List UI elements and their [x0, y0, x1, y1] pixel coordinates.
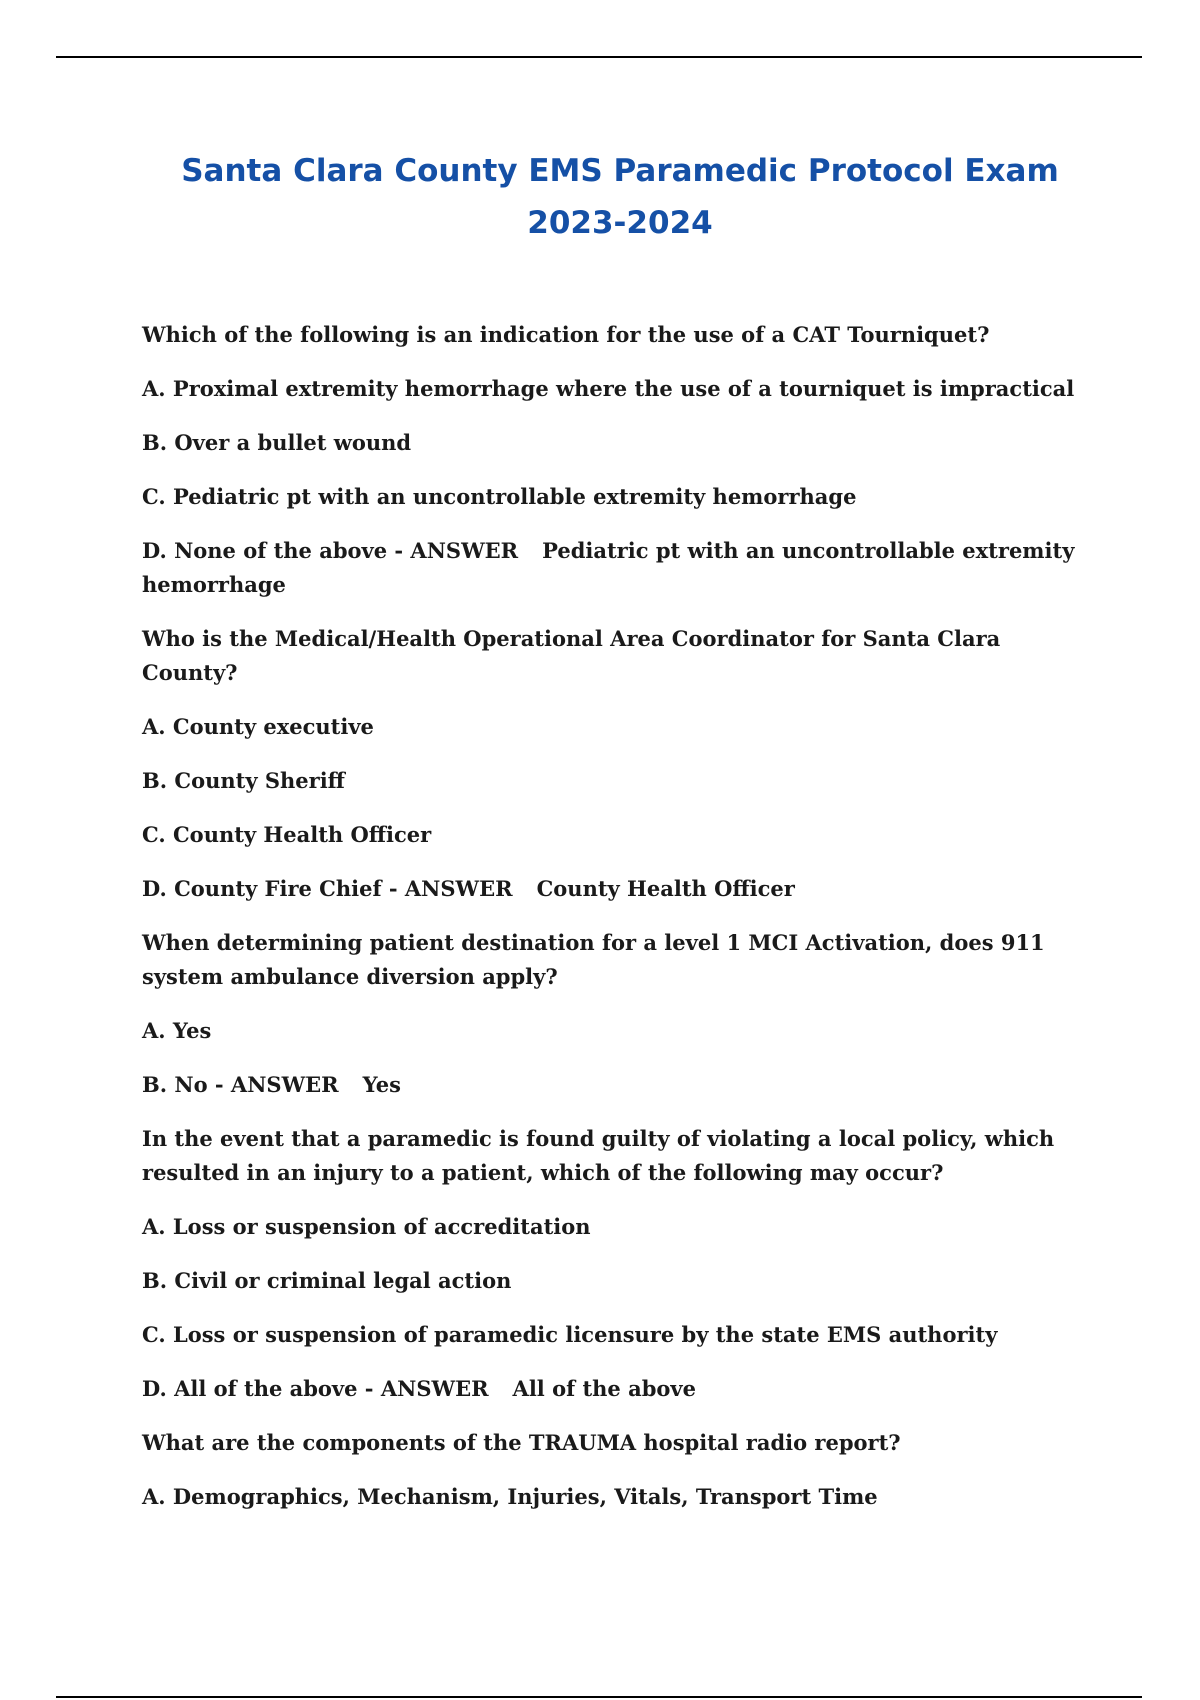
answer-option: B. Civil or criminal legal action: [142, 1268, 512, 1293]
top-divider: [56, 56, 1142, 58]
bottom-divider: [56, 1696, 1142, 1698]
answer-option-final: [142, 534, 1102, 602]
question-text: Which of the following is an indication for the use of a CAT Tourniquet?: [142, 322, 990, 347]
answer-option-final: [142, 872, 1102, 906]
correct-answer: County Health Officer: [536, 876, 795, 901]
answer-option-final: [142, 1372, 1102, 1406]
answer-option: B. Over a bullet wound: [142, 430, 412, 455]
correct-answer: All of the above: [512, 1376, 696, 1401]
answer-option: C. Loss or suspension of paramedic licensure by the state EMS authority: [142, 1322, 998, 1347]
title-line-2: 2023-2024: [527, 205, 713, 241]
question-text: When determining patient destination for a level 1 MCI Activation, does 911 system ambulance diversion apply?: [142, 930, 1045, 989]
question-block: [142, 1426, 1102, 1514]
answer-option: C. Pediatric pt with an uncontrollable extremity hemorrhage: [142, 484, 857, 509]
answer-option: D. None of the above - ANSWER: [142, 538, 519, 563]
answer-option: C. County Health Officer: [142, 822, 432, 847]
question-list: [142, 318, 1102, 1534]
correct-answer: Pediatric pt with an uncontrollable extremity hemorrhage: [142, 538, 1075, 597]
answer-option: B. County Sheriff: [142, 768, 345, 793]
answer-option: D. All of the above - ANSWER: [142, 1376, 489, 1401]
question-block: [142, 926, 1102, 1102]
question-text: Who is the Medical/Health Operational Area Coordinator for Santa Clara County?: [142, 626, 1001, 685]
answer-option: A. County executive: [142, 714, 374, 739]
answer-option: D. County Fire Chief - ANSWER: [142, 876, 513, 901]
answer-option: B. No - ANSWER: [142, 1072, 339, 1097]
question-text: What are the components of the TRAUMA hospital radio report?: [142, 1430, 901, 1455]
answer-option: A. Demographics, Mechanism, Injuries, Vitals, Transport Time: [142, 1484, 878, 1509]
answer-option: A. Loss or suspension of accreditation: [142, 1214, 591, 1239]
page-title: [0, 145, 1200, 249]
title-line-1: Santa Clara County EMS Paramedic Protocol Exam: [181, 153, 1059, 189]
correct-answer: Yes: [362, 1072, 401, 1097]
answer-option: A. Yes: [142, 1018, 212, 1043]
question-block: [142, 318, 1102, 602]
answer-option-final: [142, 1068, 1102, 1102]
answer-option: A. Proximal extremity hemorrhage where the use of a tourniquet is impractical: [142, 376, 1075, 401]
question-block: [142, 1122, 1102, 1406]
question-text: In the event that a paramedic is found guilty of violating a local policy, which resulted in an injury to a patient, which of the following may occur?: [142, 1126, 1055, 1185]
question-block: [142, 622, 1102, 906]
